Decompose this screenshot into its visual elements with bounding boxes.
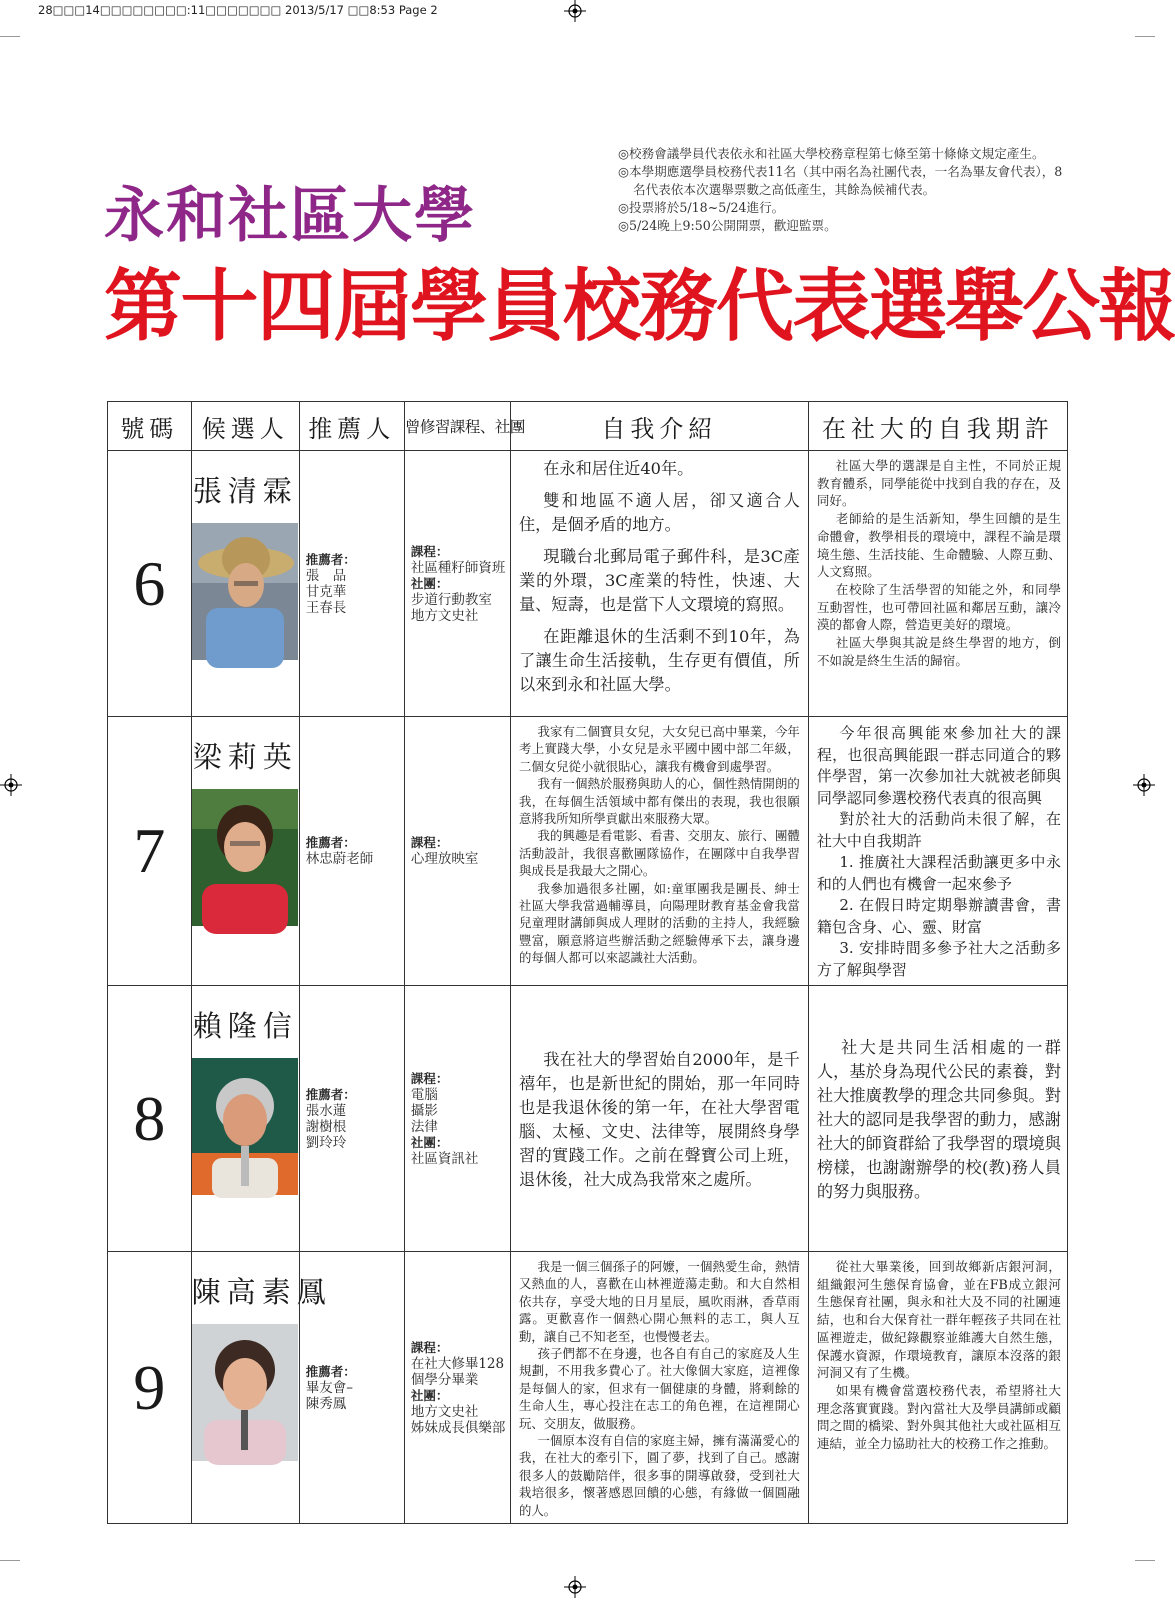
expectation-paragraph: 如果有機會當選校務代表，希望將社大理念落實實踐。對內當社大及學員講師或顧問之間的橋梁、對外與其他社大或社區相互連結，並全力協助社大的校務工作之推動。 bbox=[816, 1382, 1061, 1452]
header-expectation: 在社大的自我期許 bbox=[808, 402, 1067, 451]
expectation-paragraph: 社區大學的選課是自主性，不同於正規教育體系，同學能從中找到自我的存在，及同好。 bbox=[816, 458, 1061, 509]
candidate-photo bbox=[192, 789, 298, 926]
intro-paragraph: 我是一個三個孫子的阿嬤，一個熱愛生命，熱情又熱血的人，喜歡在山林裡遊蕩走動。和大自然相依共存，享受大地的日月星辰，風吹雨淋，香草雨露。更歡喜作一個熱心開心無料的志工，與人互動，讓自己不知老至，也慢慢老去。 bbox=[518, 1259, 800, 1344]
recommender-cell bbox=[299, 451, 404, 717]
table-row bbox=[108, 451, 1068, 717]
expectation-cell bbox=[808, 1252, 1067, 1524]
expectation-paragraph: 社大是共同生活相處的一群人，基於身為現代公民的素養，對社大推廣教學的理念共同參與。對社大的認同是我學習的動力，感謝社大的師資群給了我學習的環境與榜樣，也謝謝辦學的校(教)務人員的努力與服務。 bbox=[816, 1037, 1061, 1201]
recommender: 畢友會– bbox=[305, 1379, 354, 1396]
note-3: ◎投票將於5/18~5/24進行。 bbox=[618, 200, 785, 215]
intro-paragraph: 一個原本沒有自信的家庭主婦，擁有滿滿愛心的我，在社大的牽引下，圓了夢，找到了自己。感謝很多人的鼓勵陪伴，很多事的開導啟發，受到社大栽培很多，懷著感恩回饋的心態，有緣做一個圓融的人。 bbox=[518, 1433, 800, 1518]
crop-mark bbox=[0, 36, 20, 37]
candidate-number: 9 bbox=[108, 1252, 192, 1524]
club-item: 步道行動教室 bbox=[410, 591, 492, 608]
recommender: 劉玲玲 bbox=[305, 1134, 347, 1151]
candidate-name: 陳高素鳳 bbox=[191, 1275, 332, 1309]
course-item: 在社大修畢128個學分畢業 bbox=[410, 1355, 505, 1388]
registration-mark-icon bbox=[564, 1576, 586, 1598]
recommender-label: 推薦者： bbox=[305, 1086, 356, 1102]
intro-paragraph: 現職台北郵局電子郵件科，是3C產業的外環，3C產業的特性，快速、大量、短壽，也是當下人文環境的寫照。 bbox=[518, 547, 800, 614]
recommender: 甘克華 bbox=[305, 583, 347, 600]
candidate-cell bbox=[191, 717, 299, 986]
header-candidate: 候選人 bbox=[191, 402, 299, 451]
recommender: 林忠蔚老師 bbox=[305, 851, 374, 867]
election-notes bbox=[618, 145, 1066, 235]
courses-cell bbox=[404, 1252, 510, 1524]
course-label: 課程： bbox=[410, 543, 449, 559]
bulletin-title: 第十四屆學員校務代表選舉公報 bbox=[104, 262, 1175, 352]
club-label: 社團： bbox=[410, 1134, 449, 1150]
note-4: ◎5/24晚上9:50公開開票，歡迎監票。 bbox=[618, 218, 837, 233]
club-label: 社團： bbox=[410, 575, 449, 591]
candidate-photo bbox=[192, 1058, 298, 1195]
crop-mark bbox=[0, 1560, 20, 1561]
recommender: 陳秀鳳 bbox=[305, 1395, 347, 1412]
crop-mark bbox=[1135, 1560, 1155, 1561]
candidate-name: 賴隆信 bbox=[192, 1009, 298, 1043]
candidate-name: 張清霖 bbox=[192, 474, 298, 508]
courses-cell bbox=[404, 717, 510, 986]
candidate-photo bbox=[192, 1324, 298, 1461]
candidate-cell bbox=[191, 451, 299, 717]
course-item: 攝影 bbox=[410, 1102, 438, 1119]
note-2: ◎本學期應選學員校務代表11名（其中兩名為社團代表，一名為畢友會代表），8名代表依本次選舉票數之高低產生，其餘為候補代表。 bbox=[618, 164, 1063, 197]
intro-cell bbox=[510, 1252, 808, 1524]
recommender: 謝樹根 bbox=[305, 1118, 347, 1135]
courses-cell bbox=[404, 451, 510, 717]
club-item: 姊妹成長俱樂部 bbox=[410, 1419, 506, 1436]
course-label: 課程： bbox=[410, 835, 449, 850]
intro-paragraph: 我的興趣是看電影、看書、交朋友、旅行、團體活動設計，我很喜歡團隊協作，在團隊中自我學習與成長是我最大之開心。 bbox=[518, 828, 800, 879]
expectation-cell bbox=[808, 451, 1067, 717]
recommender: 王春長 bbox=[305, 599, 347, 616]
expectation-paragraph: 社區大學與其說是終生學習的地方，倒不如說是終生生活的歸宿。 bbox=[816, 635, 1061, 668]
candidate-photo bbox=[192, 523, 298, 660]
header-recommender: 推薦人 bbox=[299, 402, 404, 451]
header-number: 號碼 bbox=[108, 402, 192, 451]
table-row bbox=[108, 986, 1068, 1252]
course-label: 課程： bbox=[410, 1339, 449, 1355]
expectation-paragraph: 1. 推廣社大課程活動讓更多中永和的人們也有機會一起來參予 bbox=[816, 853, 1061, 893]
expectation-paragraph: 從社大畢業後，回到故鄉新店銀河洞，組織銀河生態保育協會，並在FB成立銀河生態保育社團，與永和社大及不同的社團連結，也和台大保育社一群年輕孩子共同在社區裡遊走，做紀錄觀察並維護大自然生態，保護水資源，作環境教育，讓原本沒落的銀河洞又有了生機。 bbox=[816, 1259, 1061, 1381]
intro-paragraph: 我在社大的學習始自2000年，是千禧年，也是新世紀的開始，那一年同時也是我退休後的第一年，在社大學習電腦、太極、文史、法律等，展開終身學習的實踐工作。之前在聲寶公司上班，退休後，社大成為我常來之處所。 bbox=[518, 1049, 800, 1189]
club-item: 地方文史社 bbox=[410, 607, 479, 624]
intro-cell bbox=[510, 451, 808, 717]
header-courses: 曾修習課程、社團 bbox=[404, 402, 510, 451]
intro-paragraph: 我參加過很多社團，如:童軍團我是團長、紳士社區大學我當過輔導員，向陽理財教育基金會我當兒童理財講師與成人理財的活動的主持人，我經驗豐富，願意將這些辦活動之經驗傳承下去，讓身邊的每個人都可以來認識社大活動。 bbox=[518, 880, 800, 966]
registration-mark-icon bbox=[0, 774, 22, 796]
recommender-label: 推薦者： bbox=[305, 835, 356, 850]
crop-mark bbox=[1135, 36, 1155, 37]
club-item: 地方文史社 bbox=[410, 1403, 479, 1420]
table-row bbox=[108, 1252, 1068, 1524]
course-item: 社區種籽師資班 bbox=[410, 559, 506, 576]
recommender: 張 品 bbox=[305, 567, 347, 584]
candidate-number: 6 bbox=[108, 451, 192, 717]
candidate-name: 梁莉英 bbox=[192, 740, 298, 774]
intro-cell bbox=[510, 717, 808, 986]
intro-paragraph: 孩子們都不在身邊，也各自有自己的家庭及人生規劃，不用我多費心了。社大像個大家庭，這裡像是每個人的家，但求有一個健康的身體，將剩餘的生命人生，專心投注在志工的角色裡，在這裡開心玩、交朋友，做服務。 bbox=[518, 1346, 800, 1431]
intro-cell bbox=[510, 986, 808, 1252]
expectation-paragraph: 2. 在假日時定期舉辦讀書會，書籍包含身、心、靈、財富 bbox=[816, 896, 1061, 936]
intro-paragraph: 在永和居住近40年。 bbox=[543, 459, 694, 478]
intro-paragraph: 我有一個熱於服務與助人的心，個性熱情開朗的我，在每個生活領域中都有傑出的表現，我也很願意將我所知所學貢獻出來服務大眾。 bbox=[518, 776, 800, 827]
candidate-cell bbox=[191, 986, 299, 1252]
course-item: 心理放映室 bbox=[410, 851, 479, 867]
candidate-number: 7 bbox=[108, 717, 192, 986]
intro-paragraph: 在距離退休的生活剩不到10年，為了讓生命生活接軌，生存更有價值，所以來到永和社區大學。 bbox=[518, 627, 800, 694]
club-item: 社區資訊社 bbox=[410, 1150, 479, 1167]
note-1: ◎校務會議學員代表依永和社區大學校務章程第七條至第十條條文規定產生。 bbox=[618, 146, 1045, 161]
table-header-row bbox=[108, 402, 1068, 451]
course-label: 課程： bbox=[410, 1070, 449, 1086]
candidate-number: 8 bbox=[108, 986, 192, 1252]
school-name: 永和社區大學 bbox=[104, 181, 476, 251]
expectation-cell bbox=[808, 717, 1067, 986]
intro-paragraph: 我家有二個寶貝女兒，大女兒已高中畢業，今年考上實踐大學，小女兒是永平國中國中部二年級，二個女兒從小就很貼心，讓我有機會到處學習。 bbox=[518, 724, 800, 774]
recommender-label: 推薦者： bbox=[305, 551, 356, 567]
club-label: 社團： bbox=[410, 1387, 449, 1403]
table-row bbox=[108, 717, 1068, 986]
recommender-label: 推薦者： bbox=[305, 1363, 356, 1379]
expectation-cell bbox=[808, 986, 1067, 1252]
recommender-cell bbox=[299, 986, 404, 1252]
course-item: 法律 bbox=[410, 1118, 438, 1135]
intro-paragraph: 雙和地區不適人居，卻又適合人住，是個矛盾的地方。 bbox=[518, 491, 800, 534]
course-item: 電腦 bbox=[410, 1086, 438, 1103]
expectation-paragraph: 3. 安排時間多參予社大之活動多方了解與學習 bbox=[816, 939, 1061, 979]
courses-cell bbox=[404, 986, 510, 1252]
header-intro: 自我介紹 bbox=[510, 402, 808, 451]
candidate-table bbox=[107, 401, 1068, 1524]
expectation-paragraph: 今年很高興能來參加社大的課程，也很高興能跟一群志同道合的夥伴學習，第一次參加社大就被老師與同學認同參選校務代表真的很高興 bbox=[816, 724, 1061, 807]
recommender: 張水蓮 bbox=[305, 1102, 347, 1119]
recommender-cell bbox=[299, 717, 404, 986]
expectation-paragraph: 對於社大的活動尚未很了解，在社大中自我期許 bbox=[816, 810, 1061, 850]
expectation-paragraph: 在校除了生活學習的知能之外，和同學互動習性，也可帶回社區和鄰居互動，讓冷漠的都會人際，營造更美好的環境。 bbox=[816, 581, 1061, 633]
print-header: 28□□□14□□□□□□□□:11□□□□□□□ 2013/5/17 □□8:53 Page 2 bbox=[38, 3, 438, 17]
registration-mark-icon bbox=[564, 0, 586, 22]
expectation-paragraph: 老師給的是生活新知，學生回饋的是生命體會，教學相長的環境中，課程不論是環境生態、生活技能、生命體驗、人際互動、人文寫照。 bbox=[816, 511, 1061, 580]
registration-mark-icon bbox=[1133, 774, 1155, 796]
